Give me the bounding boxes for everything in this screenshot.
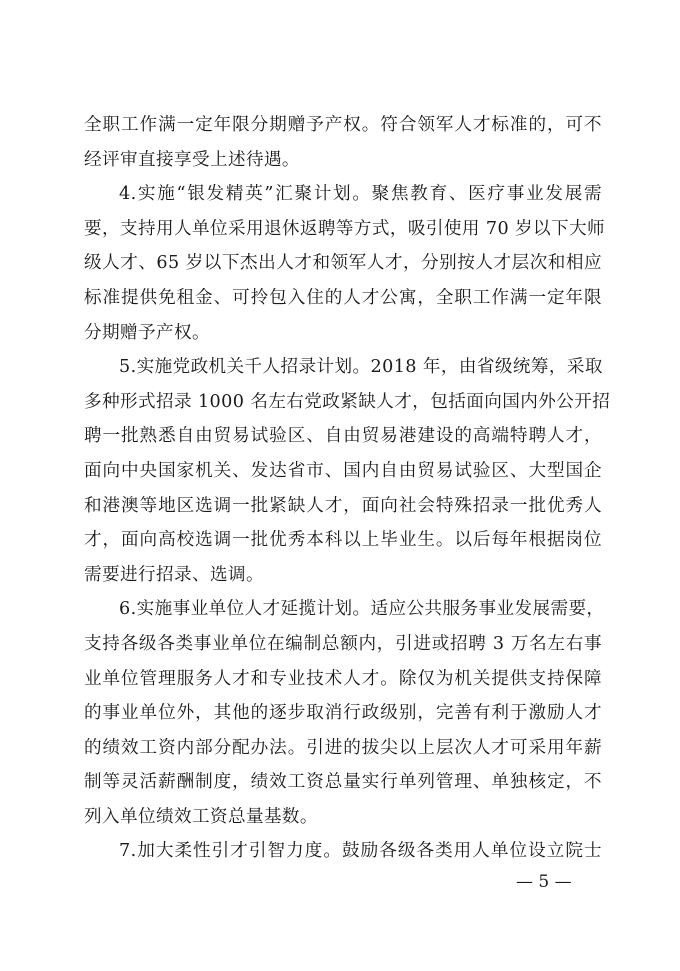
text-line: 聘一批熟悉自由贸易试验区、自由贸易港建设的高端特聘人才， bbox=[84, 426, 602, 447]
text-line: 列入单位绩效工资总量基数。 bbox=[84, 806, 318, 827]
text-line: 制等灵活薪酬制度，绩效工资总量实行单列管理、单独核定，不 bbox=[84, 772, 602, 793]
text-line: 需要进行招录、选调。 bbox=[84, 564, 264, 585]
text-line: 7.加大柔性引才引智力度。鼓励各级各类用人单位设立院士 bbox=[119, 841, 602, 862]
text-line: 业单位管理服务人才和专业技术人才。除仅为机关提供支持保障 bbox=[84, 668, 602, 689]
text-line: 的绩效工资内部分配办法。引进的拔尖以上层次人才可采用年薪 bbox=[84, 737, 602, 758]
text-line: 才，面向高校选调一批优秀本科以上毕业生。以后每年根据岗位 bbox=[84, 530, 602, 551]
text-line: 5.实施党政机关千人招录计划。2018 年，由省级统筹，采取 bbox=[119, 357, 603, 378]
text-line: 标准提供免租金、可拎包入住的人才公寓，全职工作满一定年限 bbox=[84, 287, 602, 308]
text-line: 级人才、65 岁以下杰出人才和领军人才，分别按人才层次和相应 bbox=[84, 253, 602, 274]
text-line: 支持各级各类事业单位在编制总额内，引进或招聘 3 万名左右事 bbox=[84, 633, 602, 654]
text-line: 面向中央国家机关、发达省市、国内自由贸易试验区、大型国企 bbox=[84, 460, 602, 481]
text-line: 和港澳等地区选调一批紧缺人才，面向社会特殊招录一批优秀人 bbox=[84, 495, 602, 516]
text-line: 分期赠予产权。 bbox=[84, 322, 210, 343]
text-line: 全职工作满一定年限分期赠予产权。符合领军人才标准的，可不 bbox=[84, 115, 602, 135]
text-line: 的事业单位外，其他的逐步取消行政级别，完善有利于激励人才 bbox=[84, 703, 602, 724]
text-line: 多种形式招录 1000 名左右党政紧缺人才，包括面向国内外公开招 bbox=[84, 391, 611, 412]
page-number: — 5 — bbox=[516, 872, 572, 892]
document-body bbox=[84, 108, 611, 869]
text-line: 4.实施“银发精英”汇聚计划。聚焦教育、医疗事业发展需 bbox=[119, 184, 602, 205]
text-line: 要，支持用人单位采用退休返聘等方式，吸引使用 70 岁以下大师 bbox=[84, 218, 606, 239]
text-line: 经评审直接享受上述待遇。 bbox=[84, 149, 300, 170]
text-line: 6.实施事业单位人才延揽计划。适应公共服务事业发展需要， bbox=[119, 599, 605, 620]
